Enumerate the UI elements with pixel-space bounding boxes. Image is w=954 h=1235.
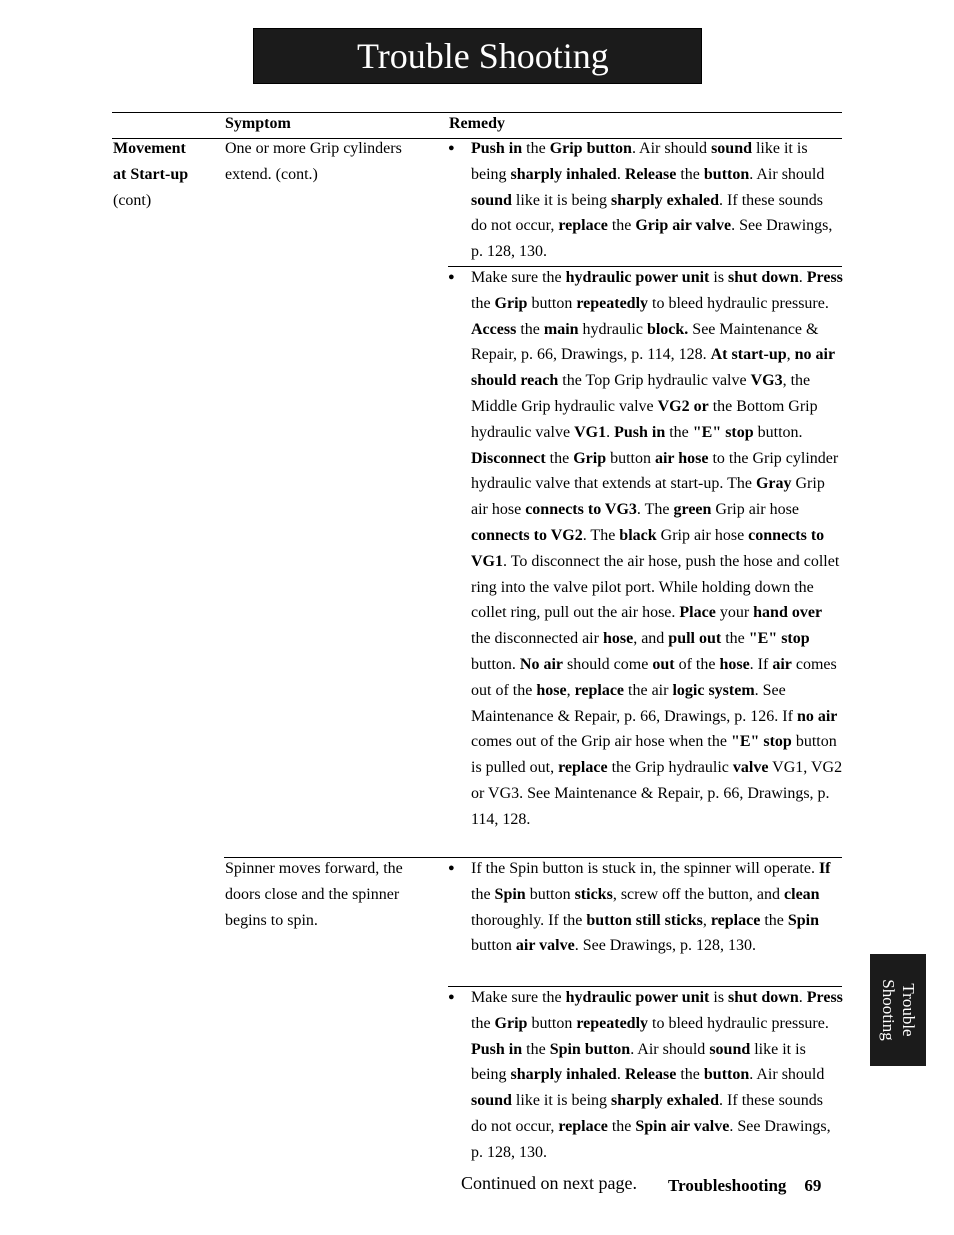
remedy-item — [471, 136, 843, 265]
remedy-text: Make sure the — [471, 269, 566, 286]
remedy-text: Spin — [494, 885, 526, 903]
remedy-text: is — [709, 989, 729, 1006]
bullet-icon: ● — [448, 271, 455, 283]
remedy-text: sharply inhaled — [510, 1066, 617, 1084]
remedy-text: to bleed hydraulic pressure. — [648, 1014, 829, 1032]
remedy-text: Access — [471, 320, 517, 338]
remedy-text: sound — [471, 191, 512, 209]
remedy-text: . Air should — [749, 165, 825, 183]
remedy-text: Grip air valve — [635, 217, 732, 235]
remedy-text: the — [665, 423, 693, 441]
remedy-text: See Maintenance & Repair, p. 66, Drawings, p. 114, 128. — [471, 320, 819, 364]
section-side-tab: Trouble Shooting — [870, 954, 926, 1066]
remedy-item — [471, 856, 843, 959]
remedy-text: replace — [710, 911, 761, 929]
page-title: Trouble Shooting — [253, 28, 702, 84]
remedy-text: sharply exhaled — [611, 1092, 720, 1110]
remedy-text: "E" stop — [730, 733, 792, 751]
remedy-text: air valve — [515, 937, 575, 955]
remedy-text: "E" stop — [692, 423, 754, 441]
remedy-text: repeatedly — [576, 294, 649, 312]
bullet-icon: ● — [448, 142, 455, 154]
remedy-text: valve — [732, 759, 769, 777]
remedy-text: sound — [471, 1092, 512, 1110]
remedy-text: button — [471, 937, 516, 955]
remedy-text: . See Drawings, p. 128, 130. — [471, 217, 833, 261]
remedy-text: the Bottom Grip hydraulic valve — [471, 397, 818, 441]
remedy-text: to bleed hydraulic pressure. — [648, 294, 829, 312]
remedy-text: If the Spin button is stuck in, the spinner will operate. — [471, 860, 819, 877]
remedy-text: . The — [636, 501, 674, 519]
remedy-text: , — [566, 681, 575, 699]
remedy-text: Gray — [755, 475, 792, 493]
remedy-text: Grip — [494, 1014, 528, 1032]
remedy-text: shut down — [728, 269, 799, 286]
category-label: Movement at Start-up (cont) — [113, 140, 189, 209]
remedy-text: button — [606, 449, 655, 467]
remedy-text: sticks — [574, 885, 613, 903]
remedy-text: the — [471, 1014, 495, 1032]
remedy-text: sound — [711, 140, 752, 157]
remedy-text: air — [772, 655, 792, 673]
remedy-text: . Air should — [630, 1040, 710, 1058]
remedy-text: hydraulic power unit — [565, 269, 710, 286]
remedy-text: . — [616, 1066, 625, 1084]
remedy-text: Press — [806, 269, 843, 286]
remedy-text: . See Drawings, p. 128, 130. — [471, 1117, 831, 1161]
remedy-text: VG1 — [574, 423, 607, 441]
remedy-text: . To disconnect the air hose, push the hose and collet ring into the valve pilot port. While holding down the collet ring, pull out the air hose. — [471, 552, 840, 622]
remedy-text: Grip button — [549, 140, 632, 157]
remedy-text: the — [607, 217, 636, 235]
remedy-header: Remedy — [449, 115, 505, 132]
remedy-text: of the — [674, 655, 720, 673]
remedy-text: VG1, VG2 or VG3. See Maintenance & Repair, p. 66, Drawings, p. 114, 128. — [471, 759, 843, 828]
remedy-text: Spin — [787, 911, 820, 929]
remedy-text: the — [676, 1066, 704, 1084]
remedy-text: button — [703, 165, 750, 183]
remedy-text: Grip air hose — [711, 501, 799, 519]
remedy-text: shut down — [728, 989, 799, 1006]
remedy-text: . — [798, 269, 807, 286]
remedy-text: sharply inhaled — [510, 165, 617, 183]
remedy-text: . Air should — [631, 140, 712, 157]
remedy-text: air hose — [654, 449, 709, 467]
remedy-text: the Grip hydraulic — [607, 759, 733, 777]
remedy-text: replace — [558, 1117, 608, 1135]
remedy-text: . — [616, 165, 625, 183]
remedy-text: . Air should — [749, 1066, 825, 1084]
remedy-text: the — [607, 1117, 636, 1135]
remedy-item — [471, 985, 843, 1166]
remedy-text: the — [516, 320, 544, 338]
remedy-item — [471, 265, 843, 833]
remedy-text: button is pulled out, — [471, 733, 837, 777]
remedy-text: Push in — [471, 1040, 523, 1058]
remedy-text: Grip — [494, 294, 528, 312]
remedy-text: your — [715, 604, 754, 622]
remedy-text: button — [527, 294, 577, 312]
remedy-text: hand over — [753, 604, 823, 622]
remedy-text: replace — [574, 681, 625, 699]
remedy-text: , and — [633, 630, 669, 648]
remedy-text: pull out — [668, 630, 722, 648]
remedy-text: . If these sounds do not occur, — [471, 191, 824, 235]
remedy-text: hydraulic — [578, 320, 647, 338]
remedy-text: button. — [471, 655, 520, 673]
remedy-text: hose — [602, 630, 634, 648]
remedy-text: the — [676, 165, 704, 183]
remedy-text: sound — [709, 1040, 751, 1058]
remedy-text: Grip air hose — [471, 475, 825, 519]
remedy-text: block. — [646, 320, 689, 338]
symptom-spinner: Spinner moves forward, the doors close and the spinner begins to spin. — [225, 860, 403, 929]
remedy-text: button — [703, 1066, 750, 1084]
continued-note: Continued on next page. — [461, 1173, 637, 1193]
remedy-text: connects to VG1 — [471, 526, 825, 570]
page-number: 69 — [804, 1176, 822, 1195]
remedy-text: , screw off the button, and — [612, 885, 785, 903]
remedy-text: Spin air valve — [635, 1117, 730, 1135]
remedy-text: thoroughly. If the — [471, 911, 587, 929]
remedy-text: "E" stop — [748, 630, 810, 648]
remedy-text: . The — [582, 526, 620, 544]
remedy-text: hose — [719, 655, 750, 673]
remedy-text: out — [652, 655, 675, 673]
remedy-text: the — [522, 140, 550, 157]
symptom-header: Symptom — [225, 115, 291, 132]
bullet-icon: ● — [448, 862, 455, 874]
remedy-text: hose — [536, 681, 567, 699]
remedy-text: repeatedly — [576, 1014, 649, 1032]
remedy-text: button still sticks — [586, 911, 703, 929]
remedy-text: button — [527, 1014, 577, 1032]
remedy-text: like it is being — [471, 140, 808, 183]
remedy-text: comes out of the — [471, 655, 837, 699]
remedy-text: VG3 — [750, 372, 783, 390]
remedy-text: . See Drawings, p. 128, 130. — [574, 937, 757, 955]
remedy-text: the air — [624, 681, 673, 699]
remedy-text: . See Maintenance & Repair, p. 66, Drawings, p. 126. If — [471, 681, 797, 725]
remedy-text: connects to VG2 — [471, 526, 583, 544]
remedy-text: like it is being — [511, 191, 612, 209]
symptom-divider — [224, 857, 448, 858]
remedy-text: clean — [784, 885, 820, 903]
table-top-rule — [112, 112, 842, 113]
remedy-text: to the Grip cylinder hydraulic valve that extends at start-up. The — [471, 449, 839, 493]
remedy-text: is — [709, 269, 729, 286]
remedy-text: Make sure the — [471, 989, 566, 1006]
remedy-text: . — [798, 989, 807, 1006]
remedy-text: button. — [753, 423, 803, 441]
remedy-text: main — [543, 320, 579, 338]
remedy-text: , the Middle Grip hydraulic valve — [471, 372, 811, 415]
bullet-icon: ● — [448, 991, 455, 1003]
remedy-text: connects to VG3 — [525, 501, 637, 519]
remedy-text: Disconnect — [471, 449, 546, 467]
remedy-text: black — [619, 526, 657, 544]
remedy-text: . — [606, 423, 615, 441]
remedy-text: Place — [679, 604, 716, 622]
remedy-text: Push in — [614, 423, 666, 441]
remedy-text: replace — [558, 759, 608, 777]
remedy-text: , — [702, 911, 711, 929]
remedy-text: the — [471, 885, 495, 903]
footer-section: Troubleshooting — [668, 1176, 787, 1195]
remedy-text: like it is being — [471, 1040, 806, 1084]
remedy-text: , — [786, 346, 795, 364]
remedy-text: At start-up — [710, 346, 787, 364]
remedy-text: should come — [563, 655, 653, 673]
remedy-text: the Top Grip hydraulic valve — [558, 372, 751, 390]
remedy-text: the — [522, 1040, 550, 1058]
symptom-grip-cylinders: One or more Grip cylinders extend. (cont.) — [225, 140, 402, 183]
remedy-text: Release — [624, 1066, 677, 1084]
remedy-text: the — [760, 911, 788, 929]
remedy-text: Grip air hose — [656, 526, 749, 544]
remedy-text: the — [721, 630, 749, 648]
remedy-text: Release — [624, 165, 677, 183]
remedy-text: Push in — [471, 140, 523, 157]
page-footer — [668, 1176, 821, 1196]
remedy-text: sharply exhaled — [611, 191, 720, 209]
remedy-text: no air should reach — [471, 346, 835, 390]
remedy-text: the — [471, 294, 495, 312]
remedy-text: logic system — [672, 681, 755, 699]
remedy-text: replace — [558, 217, 608, 235]
remedy-text: . If these sounds do not occur, — [471, 1092, 824, 1135]
remedy-text: VG2 or — [657, 397, 709, 415]
remedy-text: If — [818, 860, 831, 877]
remedy-text: No air — [519, 655, 563, 673]
remedy-text: Press — [806, 989, 843, 1006]
remedy-text: the disconnected air — [471, 630, 603, 648]
remedy-text: no air — [796, 707, 838, 725]
remedy-text: button — [525, 885, 575, 903]
remedy-text: . If — [749, 655, 773, 673]
remedy-text: like it is being — [511, 1092, 612, 1110]
remedy-text: green — [673, 501, 712, 519]
remedy-text: hydraulic power unit — [565, 989, 710, 1006]
remedy-text: the — [545, 449, 574, 467]
remedy-text: Grip — [573, 449, 607, 467]
remedy-text: comes out of the Grip air hose when the — [471, 733, 731, 751]
remedy-text: Spin button — [549, 1040, 631, 1058]
